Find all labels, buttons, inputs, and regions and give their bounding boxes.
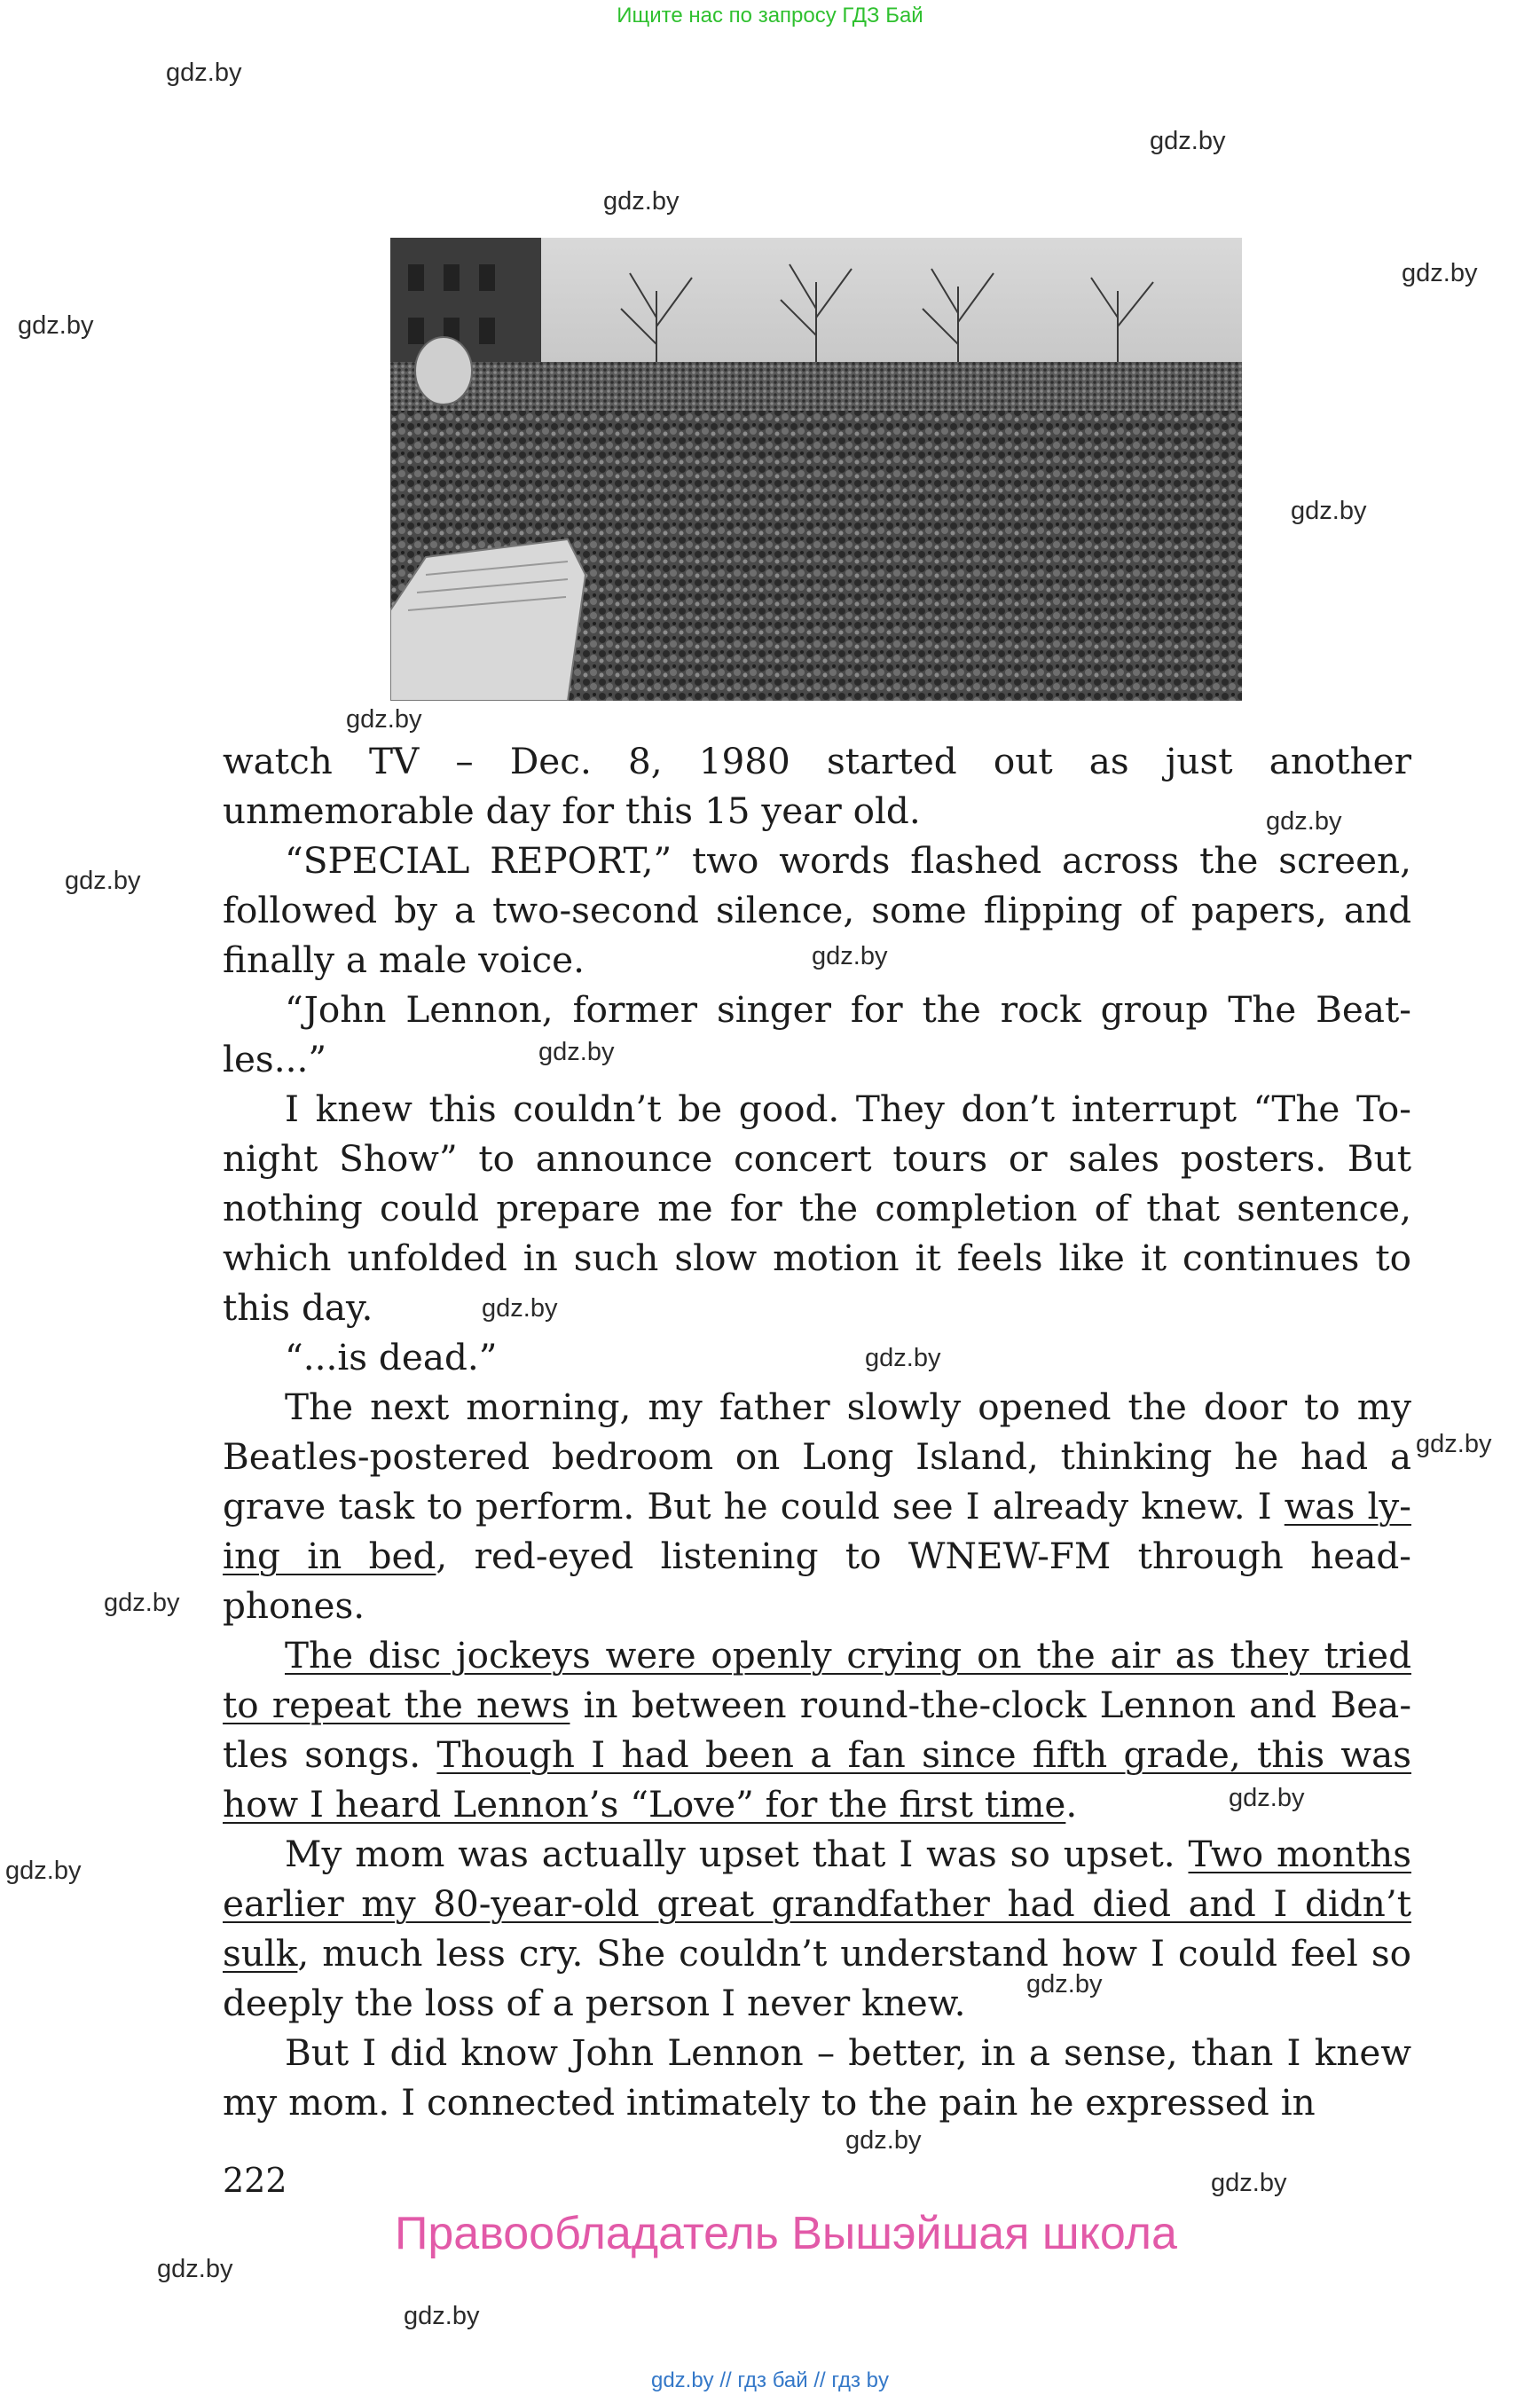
underlined-phrase: The disc jockeys were openly crying on the air as they tried to repeat the news xyxy=(223,1634,1411,1726)
paragraph xyxy=(223,1332,1411,1382)
watermark: gdz.by xyxy=(65,867,141,895)
text-segment: , red-eyed listening to WNEW-FM through head-phones. xyxy=(223,1535,1411,1627)
watermark: gdz.by xyxy=(845,2126,922,2155)
paragraph xyxy=(223,736,1411,836)
paragraph xyxy=(223,836,1411,985)
rights-holder-notice: Правообладатель Вышэйшая школа xyxy=(395,2208,1177,2259)
watermark: gdz.by xyxy=(603,187,680,216)
text-segment: . xyxy=(1065,1783,1078,1826)
crowd-photo xyxy=(390,238,1242,701)
watermark: gdz.by xyxy=(538,1038,615,1066)
watermark: gdz.by xyxy=(1416,1430,1492,1458)
text-segment: “...is dead.” xyxy=(285,1336,498,1378)
watermark: gdz.by xyxy=(157,2255,233,2283)
watermark: gdz.by xyxy=(865,1344,941,1372)
watermark: gdz.by xyxy=(104,1589,180,1617)
text-segment: in between round-the-clock Lennon and Bea-tles songs. xyxy=(223,1684,1412,1776)
watermark: gdz.by xyxy=(1402,259,1478,287)
text-segment: “SPECIAL REPORT,” two words flashed across the screen, followed by a two-second silence, some flipping of papers, and finally a male voice. xyxy=(223,839,1411,981)
text-segment: The next morning, my father slowly opened the door to my Beatles-postered bedroom on Long Island, thinking he had a grave task to perform. But he could see I already knew. I xyxy=(223,1386,1411,1527)
watermark: gdz.by xyxy=(812,942,888,970)
text-segment: But I did know John Lennon – better, in a sense, than I knew my mom. I connected intimately to the pain he expressed in xyxy=(223,2031,1411,2124)
text-segment: , much less cry. She couldn’t understand how I could feel so deeply the loss of a person I never knew. xyxy=(223,1932,1411,2024)
paragraph xyxy=(223,1382,1411,1630)
watermark: gdz.by xyxy=(166,59,242,87)
watermark: gdz.by xyxy=(404,2302,480,2330)
article-text xyxy=(223,736,1411,2127)
bottom-links[interactable]: gdz.by // гдз бай // гдз by xyxy=(650,2368,890,2392)
watermark: gdz.by xyxy=(346,705,422,734)
page-number: 222 xyxy=(223,2161,287,2200)
underlined-phrase: Two months earlier my 80-year-old great grandfather had died and I didn’t sulk xyxy=(223,1833,1411,1975)
paragraph xyxy=(223,1829,1411,2028)
watermark: gdz.by xyxy=(1266,807,1342,836)
paragraph xyxy=(223,2028,1411,2127)
text-segment: I knew this couldn’t be good. They don’t interrupt “The To-night Show” to announce concert tours or sales posters. But nothing could prepare me for the completion of that sentence, which unfolded in such slow motion it feels like it continues to this day. xyxy=(223,1088,1411,1329)
paragraph xyxy=(223,1084,1411,1332)
watermark: gdz.by xyxy=(1026,1970,1103,1999)
watermark: gdz.by xyxy=(1211,2169,1287,2197)
text-segment: watch TV – Dec. 8, 1980 started out as just another unmemorable day for this 15 year old. xyxy=(223,740,1411,832)
paragraph xyxy=(223,985,1411,1084)
watermark: gdz.by xyxy=(1291,497,1367,525)
text-segment: “John Lennon, former singer for the rock group The Beat-les...” xyxy=(223,988,1411,1080)
watermark: gdz.by xyxy=(5,1857,82,1885)
underlined-phrase: was ly-ing in bed xyxy=(223,1485,1411,1577)
watermark: gdz.by xyxy=(482,1294,558,1323)
paragraph xyxy=(223,1630,1411,1829)
text-segment: My mom was actually upset that I was so upset. xyxy=(285,1833,1189,1875)
underlined-phrase: Though I had been a fan since fifth grade, this was how I heard Lennon’s “Love” for the first time xyxy=(223,1733,1412,1826)
watermark: gdz.by xyxy=(1229,1784,1305,1812)
watermark: gdz.by xyxy=(1150,127,1226,155)
top-banner[interactable]: Ищите нас по запросу ГДЗ Бай xyxy=(617,4,923,27)
watermark: gdz.by xyxy=(18,311,94,340)
